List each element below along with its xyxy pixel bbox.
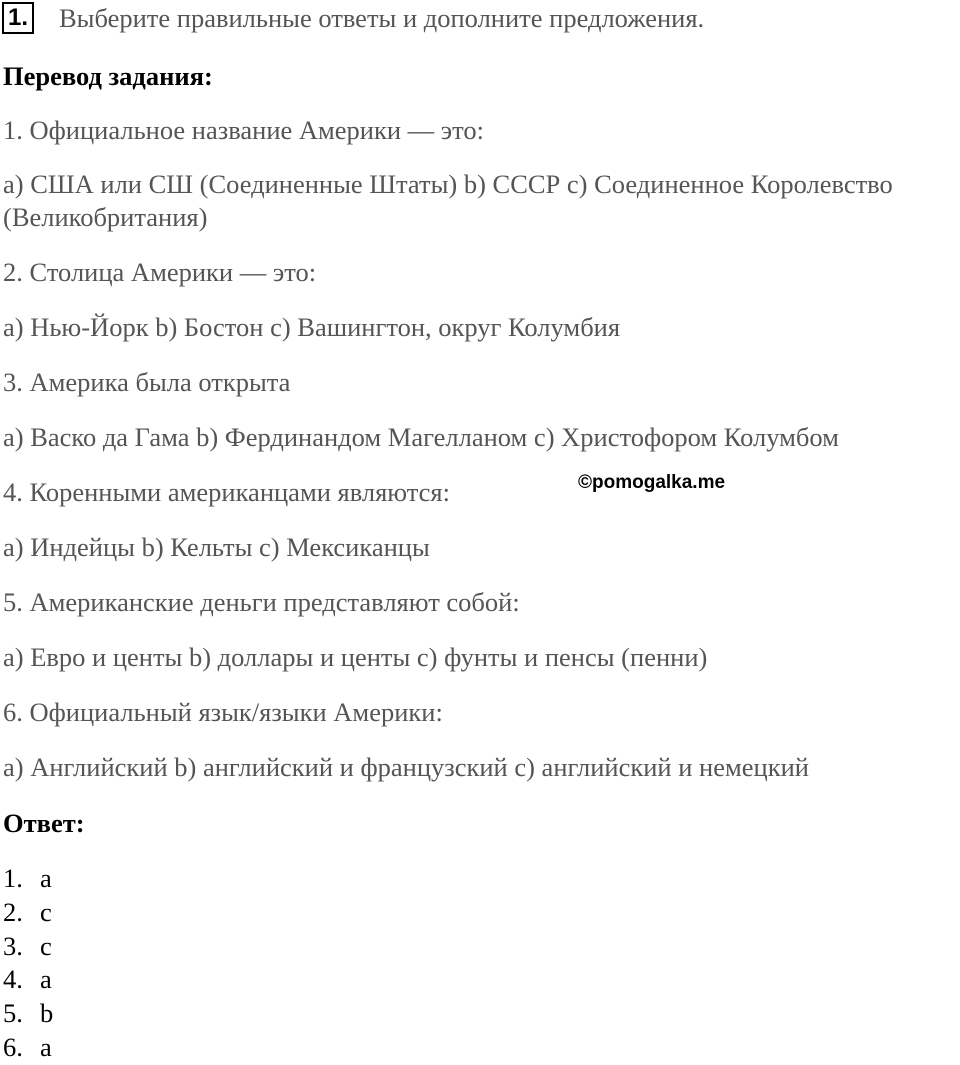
answer-value: c [40, 930, 52, 961]
translation-heading: Перевод задания: [3, 61, 213, 91]
answer-number: 3. [3, 930, 23, 961]
question-1: 1. Официальное название Америки — это: [3, 115, 485, 145]
options-5: а) Евро и центы b) доллары и центы с) фунты и пенсы (пенни) [3, 642, 708, 672]
answer-item [3, 930, 53, 964]
answer-number: 6. [3, 1031, 23, 1062]
answer-number: 4. [3, 964, 23, 995]
options-3: а) Васко да Гама b) Фердинандом Магелланом с) Христофором Колумбом [3, 422, 839, 452]
options-4: а) Индейцы b) Кельты с) Мексиканцы [3, 532, 430, 562]
options-6: а) Английский b) английский и французский с) английский и немецкий [3, 752, 809, 782]
answer-value: a [40, 863, 52, 893]
answer-number: 5. [3, 998, 23, 1029]
question-4: 4. Коренными американцами являются: [3, 477, 450, 507]
answer-value: c [40, 896, 52, 927]
answer-heading: Ответ: [3, 808, 85, 838]
question-5: 5. Американские деньги представляют собой: [3, 587, 520, 617]
question-2: 2. Столица Америки — это: [3, 257, 317, 287]
task-instruction: Выберите правильные ответы и дополните предложения. [59, 2, 705, 33]
answer-item [3, 963, 53, 997]
answer-item [3, 997, 53, 1031]
answer-number: 1. [3, 863, 23, 893]
question-6: 6. Официальный язык/языки Америки: [3, 697, 443, 727]
options-2: а) Нью-Йорк b) Бостон с) Вашингтон, округ Колумбия [3, 312, 621, 342]
options-1: а) США или СШ (Соединенные Штаты) b) СССР c) Соединенное Королевство (Великобритания) [3, 169, 893, 232]
answer-value: a [40, 1031, 52, 1062]
answer-value: b [40, 998, 54, 1029]
answer-number: 2. [3, 896, 23, 927]
task-header [0, 0, 704, 36]
task-number-box: 1. [2, 2, 34, 34]
answer-item [3, 862, 53, 896]
answer-value: a [40, 964, 52, 995]
answer-item [3, 896, 53, 930]
answer-item [3, 1031, 53, 1065]
question-3: 3. Америка была открыта [3, 367, 291, 397]
watermark: ©pomogalka.me [578, 472, 726, 493]
answer-list [3, 862, 53, 1065]
